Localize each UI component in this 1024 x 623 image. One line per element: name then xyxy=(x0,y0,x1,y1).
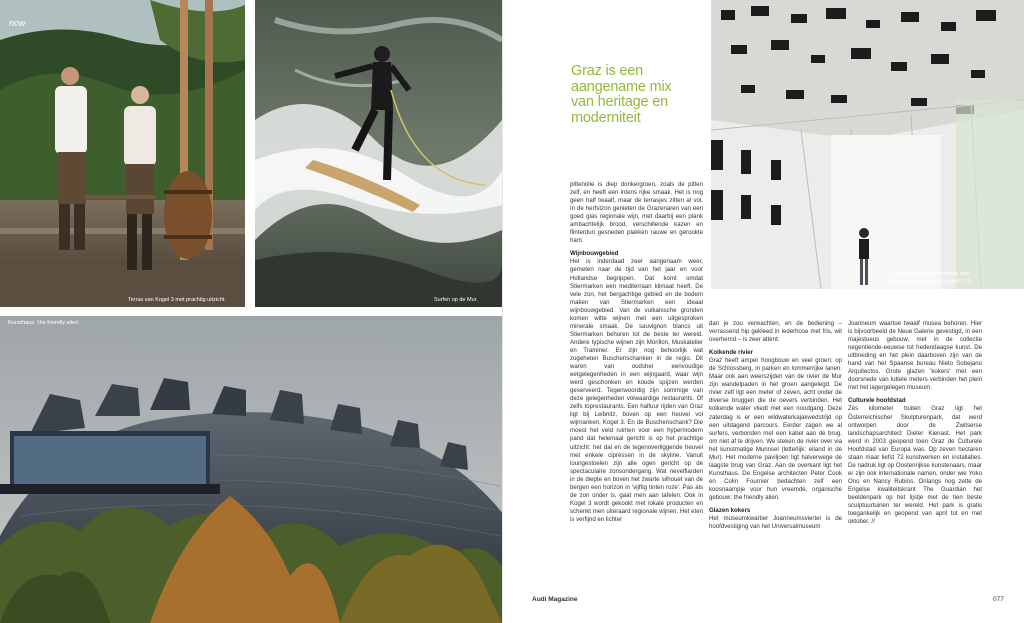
col2-body2: Het museumkwartier Joanneumsviertel is de hoofdvestiging van het Universalmuseum xyxy=(709,515,842,531)
photo-kunsthaus xyxy=(0,316,502,623)
col3-body: Zes kilometer buiten Graz ligt het Österreichischer Skulpturenpark, dat werd ontworpen door de Zwitserse landschapsarchitect Dieter Kienast. Het park werd in 2003 geopend toen Graz de Culturele Hoofdstad van Europa was. Op zeven hectaren staan maar liefst 72 kunstwerken en installaties. De nadruk ligt op Oostenrijkse kunstenaars, maar er zijn ook internationale namen, onder wie Yoko Ono en Nancy Rubins. Onlangs nog zette de Engelse kwaliteitskrant The Guardian het beeldenpark op het lijstje met de tien beste sculptuurtuinen ter wereld. Het park is gratis toegankelijk en geopend van april tot en met oktober. // xyxy=(848,405,982,526)
article-headline: Graz is een aangename mix van heritage en moderniteit xyxy=(571,63,672,126)
col1-body: Het is inderdaad zeer aangenaam weer, gemeten naar de tijd van het jaar en voor Hollandse begrippen. Dat komt omdat Stiermarken een mediterraan klimaat heeft. De vele zon, het bergachtige gebied en de bodem maken van Stiermarken een ideaal wijnbouwgebied. Van de vulkanische gronden komen witte wijnen met een uitgesproken minerale smaak. De sauvignon blancs uit Stiermarken behoren tot de beste ter wereld. Andere typische wijnen zijn Morillon, Muskateller en Traminer. Er zijn nog behoorlijk wat zogeheten Buschenschanken in de regio. Dit waren van oudsher eenvoudige eetgelegenheden in een wijngaard, waar wijn werd geschonken en koude spijzen werden geserveerd. Tegenwoordig zijn sommige van deze gelegenheden volwaardige restaurants. Of zelfs toprestaurants. Een halfuur rijden van Graz ligt bij Leibnitz, boven op een heuvel vol wijnranken, Kogel 3. En de Buschenschank? Die moest het veld ruimen voor een hypermodern pand dat helemaal gericht is op het prachtige uitzicht: het dal en de tegenoverliggende heuvel met enkele cipressen in de skyline. Vanuit loungestoelen zijn alle ogen gericht op de spectaculaire zonsondergang. Wat nevelflarden in de diepte en boven het zwarte silhouet van de bergen een horizon in 'vijftig tinten roze'. Pas als de zon onder is, gaat men aan tafelen. Ook in Kogel 3 wordt gekookt met lokale producten en schenkt men uiteraard regionale wijnen. Het eten is verfijnd en lichter xyxy=(570,258,703,523)
heading-kolkende-rivier: Kolkende rivier xyxy=(709,349,754,357)
text-column-2 xyxy=(709,320,842,531)
col1-intro: pittenolie is diep donkergroen, zoals de pitten zelf, en heeft een intens rijke smaak. Het is nog geen half twaalf, maar de terrasjes zitten al vol. In de herfstzon genieten de Grazenaren van een goed glas regionale wijn, met daarbij een plank ambachtelijk brood, verschillende kazen en flinterdun gesneden plakken rauwe en gerookte ham. xyxy=(570,181,703,245)
footer-magazine-name: Audi Magazine xyxy=(532,596,578,603)
heading-wijnbouwgebied: Wijnbouwgebied xyxy=(570,250,619,258)
text-column-3 xyxy=(848,320,982,526)
heading-glazen-kokers: Glazen kokers xyxy=(709,507,751,515)
photo-surfer xyxy=(255,0,502,307)
photo-joanneum-interior xyxy=(711,0,1024,289)
col3-intro: Joanneum waartoe twaalf musea behoren. Hier is bijvoorbeeld de Neue Galerie gevestigd, in een majestueus gebouw, met in de collectie negentiende-eeuwse tot hedendaagse kunst. De uitbreiding en het plein daarboven zijn van de hand van het Spaanse bureau Nieto Sobejano Arquitectos. Grote glazen 'kokers' met een doorsnede van luttele meters verbinden het plein met het lagergelegen museum. xyxy=(848,320,982,392)
caption-kogel: Terras van Kogel 3 met prachtig uitzicht. xyxy=(128,297,226,303)
heading-culturele-hoofdstad: Culturele hoofdstad xyxy=(848,397,906,405)
section-tag-now: now xyxy=(9,18,26,28)
caption-joanneum-line2: tijde van de expositie Trigon 67/17. xyxy=(887,279,973,285)
text-column-1 xyxy=(570,181,703,524)
spread-gutter xyxy=(502,0,503,623)
col2-intro: dan je zou verwachten, en de bediening – verrassend hip gekleed in lederhose met fris, wit overhemd – is zeer attent. xyxy=(709,320,842,344)
footer-page-number: 077 xyxy=(993,596,1004,603)
col2-body1: Graz heeft amper hoogbouw en veel groen: op de Schlossberg, in parken en lommerrijke lanen. Maar ook aan weerszijden van de rivier de Mur zijn wandelpaden in het groen aangelegd. De rivier zelf ligt een meter of zeven, acht onder de diverse bruggen die de oevers verbinden. Het kolkende water vliedt met een noodgang. Deze zaterdag is er een wildwaterkajakwedstrijd op een uitdagend parcours. Eerder zagen we al surfers, verbonden met een kabel aan de brug, om niet af te drijven. We steken de rivier over via het kunstmatige Murinsel (letterlijk: eiland in de Mur). Het moderne paviljoen ligt halverwege de laagste brug van Graz. Aan de overkant ligt het Kunsthaus. De Engelse architecten Peter Cook en Colin Fournier bedachten zelf een koosnaampje voor hun vreemde, organische gebouw: the friendly alien. xyxy=(709,357,842,501)
caption-surfer: Surfen op de Mur. xyxy=(434,297,478,303)
caption-kunsthaus: Kunsthaus: 'the friendly alien'. xyxy=(8,320,81,326)
photo-kogel-terrace xyxy=(0,0,245,307)
caption-joanneum-line1: De entree van het Kunsthaus van xyxy=(887,271,969,277)
